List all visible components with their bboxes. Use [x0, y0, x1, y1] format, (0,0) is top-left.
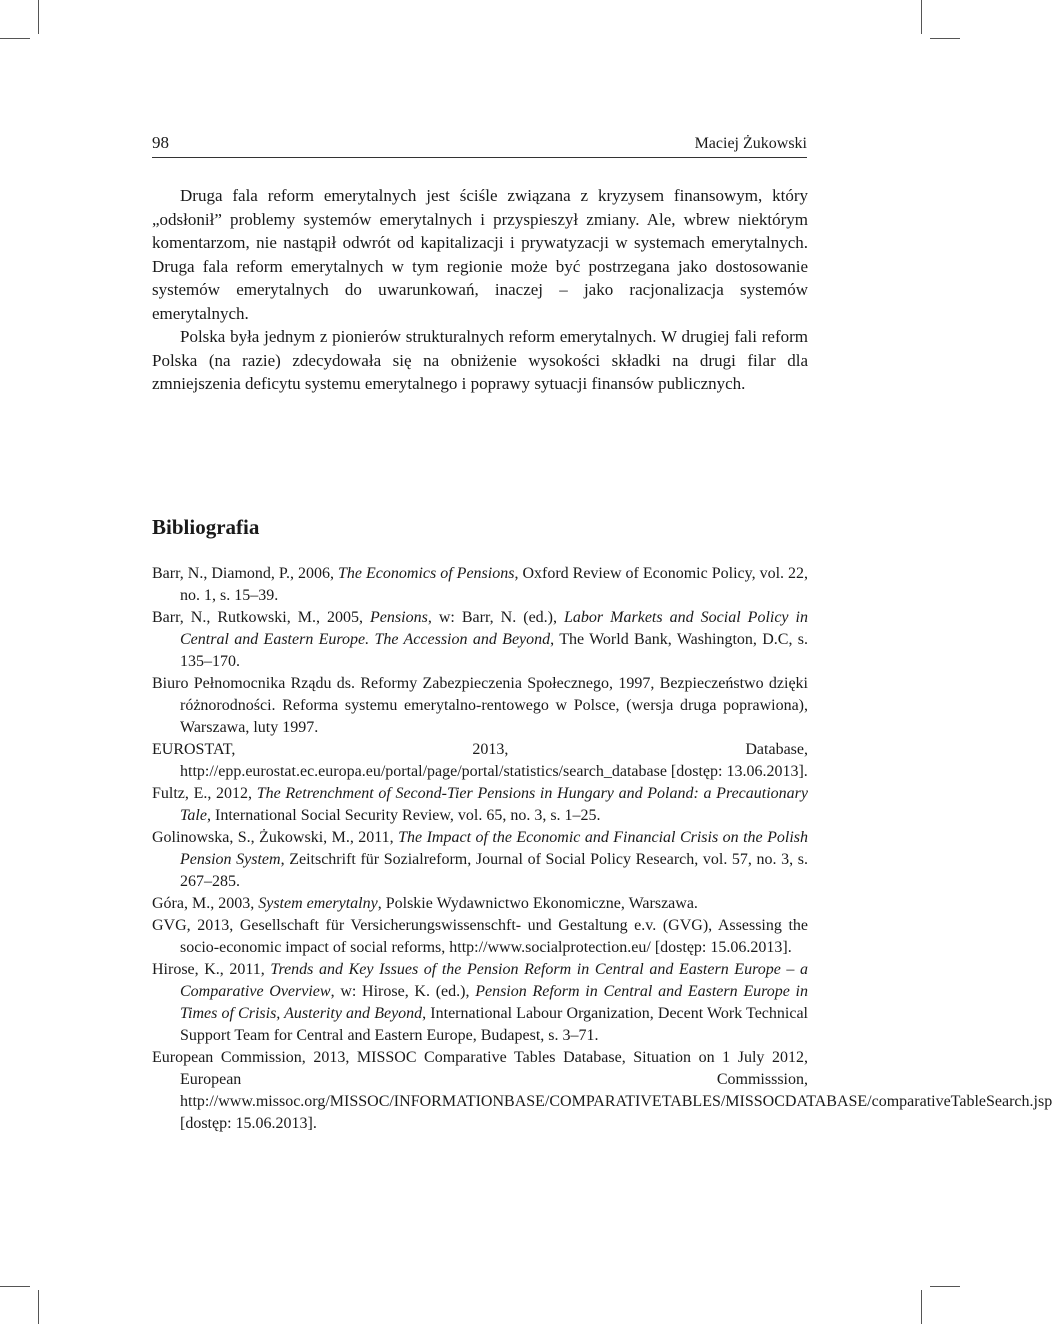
bibliography-entry: Góra, M., 2003, System emerytalny, Polskie Wydawnictwo Ekonomiczne, Warszawa.	[152, 895, 698, 912]
bibliography-list	[152, 563, 1052, 1135]
bibliography-entry: Barr, N., Rutkowski, M., 2005, Pensions, w: Barr, N. (ed.), Labor Markets and Social Policy in Central and Eastern Europe. The Accession and Beyond, The World Bank, Washington, D.C, s. 135–170.	[152, 609, 809, 670]
crop-mark	[38, 0, 39, 34]
bibliography-entry: Barr, N., Diamond, P., 2006, The Economics of Pensions, Oxford Review of Economic Policy, vol. 22, no. 1, s. 15–39.	[152, 565, 809, 604]
running-author: Maciej Żukowski	[694, 135, 807, 152]
crop-mark	[921, 0, 922, 34]
bibliography-heading: Bibliografia	[152, 515, 260, 539]
page-number: 98	[152, 133, 169, 152]
running-header	[152, 133, 807, 158]
crop-mark	[0, 1286, 30, 1287]
crop-mark	[930, 1286, 960, 1287]
bibliography-entry: EUROSTAT, 2013, Database, http://epp.eurostat.ec.europa.eu/portal/page/portal/statistics/search_database [dostęp: 13.06.2013].	[152, 741, 808, 780]
bibliography-entry: Golinowska, S., Żukowski, M., 2011, The Impact of the Economic and Financial Crisis on the Polish Pension System, Zeitschrift für Sozialreform, Journal of Social Policy Research, vol. 57, no. 3, s. 267–285.	[152, 829, 808, 890]
bibliography-entry: European Commission, 2013, MISSOC Comparative Tables Database, Situation on 1 July 2012, European Commisssion, http://www.missoc.org/MISSOC/INFORMATIONBASE/COMPARATIVETABLES/MISSOCDATABASE/comparativeTableSearch.jsp [dostęp: 15.06.2013].	[152, 1049, 1052, 1132]
bibliography-entry: Biuro Pełnomocnika Rządu ds. Reformy Zabezpieczenia Społecznego, 1997, Bezpieczeństwo dzięki różnorodności. Reforma systemu emerytalno-rentowego w Polsce, (wersja druga poprawiona), Warszawa, luty 1997.	[152, 675, 808, 736]
crop-mark	[930, 38, 960, 39]
bibliography-entry: Fultz, E., 2012, The Retrenchment of Second-Tier Pensions in Hungary and Poland: a Precautionary Tale, International Social Security Review, vol. 65, no. 3, s. 1–25.	[152, 785, 808, 824]
bibliography-entry: Hirose, K., 2011, Trends and Key Issues of the Pension Reform in Central and Eastern Europe – a Comparative Overview, w: Hirose, K. (ed.), Pension Reform in Central and Eastern Europe in Times of Crisis, Austerity and Beyond, International Labour Organization, Decent Work Technical Support Team for Central and Eastern Europe, Budapest, s. 3–71.	[152, 961, 809, 1044]
bibliography-entry: GVG, 2013, Gesellschaft für Versicherungswissenschft- und Gestaltung e.v. (GVG), Assessing the socio-economic impact of social reforms, http://www.socialprotection.eu/ [dostęp: 15.06.2013].	[152, 917, 808, 956]
body-text	[152, 184, 808, 396]
paragraph: Druga fala reform emerytalnych jest ściśle związana z kryzysem finansowym, który „odsłonił” problemy systemów emerytalnych i przyspieszył zmiany. Ale, wbrew niektórym komentarzom, nie nastąpił odwrót od kapitalizacji i prywatyzacji w systemach emerytalnych. Druga fala reform emerytalnych w tym regionie może być postrzegana jako dostosowanie systemów emerytalnych do uwarunkowań, inaczej – jako racjonalizacja systemów emerytalnych.	[152, 186, 808, 323]
paragraph: Polska była jednym z pionierów strukturalnych reform emerytalnych. W drugiej fali reform Polska (na razie) zdecydowała się na obniżenie wysokości składki na drugi filar dla zmniejszenia deficytu systemu emerytalnego i poprawy sytuacji finansów publicznych.	[152, 327, 808, 393]
crop-mark	[0, 38, 30, 39]
crop-mark	[921, 1290, 922, 1324]
crop-mark	[38, 1290, 39, 1324]
